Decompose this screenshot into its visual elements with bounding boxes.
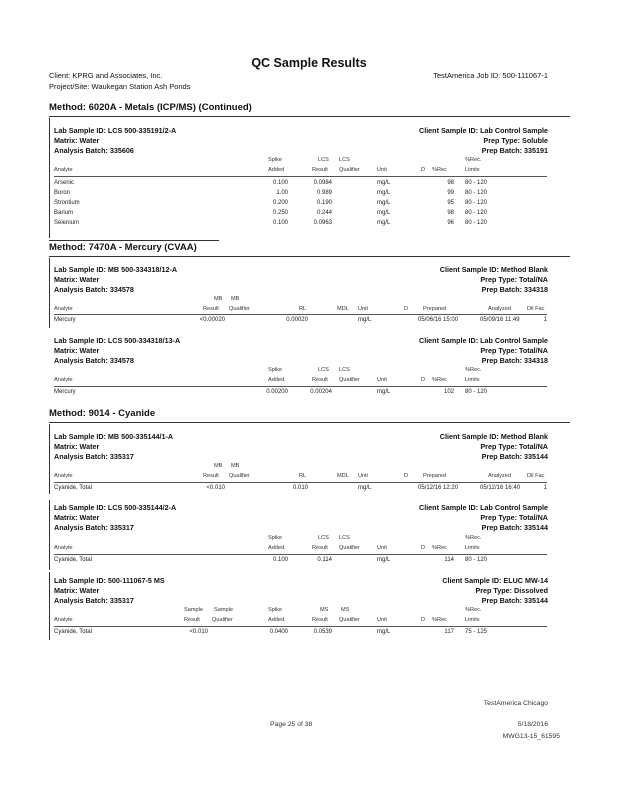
table-row-unit: mg/L [377, 629, 391, 635]
lab-sample-id: Lab Sample ID: MB 500-335144/1-A [54, 432, 174, 441]
table-row-rec: 95 [447, 200, 454, 206]
col-limits: Limits [465, 545, 480, 551]
table-row-sample-result: <0.010 [189, 629, 208, 635]
col-lcs: LCS [318, 157, 329, 163]
prep-type: Prep Type: Total/NA [480, 442, 548, 451]
col-analyte: Analyte [54, 473, 73, 479]
table-row-added: 0.100 [272, 557, 288, 563]
col-qualifier: Qualifier [212, 617, 233, 623]
page-number: Page 25 of 38 [270, 721, 313, 728]
client-sample-id: Client Sample ID: Method Blank [439, 432, 548, 441]
table-row-limits: 80 - 120 [465, 220, 488, 226]
table-row-result: <0.010 [206, 485, 225, 491]
project-site: Project/Site: Waukegan Station Ash Ponds [49, 82, 191, 91]
col-qualifier: Qualifier [339, 377, 360, 383]
col-unit: Unit [377, 377, 387, 383]
matrix: Matrix: Water [54, 513, 100, 522]
col-result: Result [312, 167, 328, 173]
matrix: Matrix: Water [54, 442, 100, 451]
col-added: Added [268, 167, 285, 173]
col-mb: MB [214, 463, 223, 469]
col-ms: MS [320, 607, 329, 613]
table-header-rule [54, 482, 547, 483]
client-sample-id: Client Sample ID: ELUC MW-14 [442, 576, 548, 585]
matrix: Matrix: Water [54, 275, 100, 284]
table-row-analyte: Cyanide, Total [54, 629, 92, 635]
table-row-added: 1.00 [276, 190, 288, 196]
client-sample-id: Client Sample ID: Lab Control Sample [419, 503, 548, 512]
table-header-rule [54, 386, 547, 387]
table-row-result: 0.0984 [313, 180, 332, 186]
method-mercury-heading: Method: 7470A - Mercury (CVAA) [49, 242, 197, 253]
table-row-result: 0.244 [316, 210, 332, 216]
table-row-result: <0.00020 [199, 317, 225, 323]
table-row-analyte: Cyanide, Total [54, 557, 92, 563]
col-unit: Unit [358, 473, 368, 479]
col-spike: Spike [268, 367, 282, 373]
col-analyte: Analyte [54, 545, 73, 551]
col-lcs: LCS [318, 367, 329, 373]
table-row-result: 0.114 [317, 557, 332, 563]
table-row-unit: mg/L [377, 389, 391, 395]
col-mdl: MDL [337, 473, 349, 479]
analysis-batch: Analysis Batch: 335317 [54, 596, 134, 605]
table-row-rec: 114 [444, 557, 454, 563]
table-row-analyzed: 05/12/16 16:40 [480, 485, 521, 491]
col-analyte: Analyte [54, 306, 73, 312]
col-qualifier: Qualifier [229, 306, 250, 312]
table-row-limits: 80 - 120 [465, 180, 488, 186]
col-rec: %Rec [432, 617, 447, 623]
method-cyanide-heading: Method: 9014 - Cyanide [49, 408, 156, 419]
matrix: Matrix: Water [54, 136, 100, 145]
col-d: D [421, 545, 426, 551]
col-rec: %Rec. [465, 367, 482, 373]
analysis-batch: Analysis Batch: 335606 [54, 146, 134, 155]
col-result: Result [312, 617, 328, 623]
table-row-added: 0.100 [272, 180, 288, 186]
table-row-analyte: Arsenic [54, 180, 75, 186]
col-spike: Spike [268, 607, 282, 613]
client-sample-id: Client Sample ID: Lab Control Sample [419, 336, 548, 345]
table-row-unit: mg/L [377, 180, 391, 186]
table-row-added: 0.100 [272, 220, 288, 226]
lab-sample-id: Lab Sample ID: 500-111067-5 MS [54, 576, 165, 585]
col-result: Result [203, 306, 219, 312]
col-limits: Limits [465, 617, 480, 623]
table-row-added: 0.00200 [266, 389, 288, 395]
table-row-prepared: 05/06/16 15:00 [418, 317, 459, 323]
col-qualifier: Qualifier [339, 545, 360, 551]
col-qualifier: Qualifier [339, 617, 360, 623]
section-bracket [49, 572, 50, 640]
table-row-rl: 0.00020 [286, 317, 308, 323]
lab-sample-id: Lab Sample ID: MB 500-334318/12-A [54, 265, 178, 274]
section-bracket [49, 500, 50, 570]
col-result: Result [312, 377, 328, 383]
table-row-analyte: Strontium [54, 200, 80, 206]
prep-batch: Prep Batch: 335191 [481, 146, 548, 155]
col-rec: %Rec [432, 167, 447, 173]
table-row-unit: mg/L [358, 317, 372, 323]
col-analyzed: Analyzed [488, 306, 512, 312]
table-header-rule [54, 626, 547, 627]
table-row-result: 0.190 [316, 200, 332, 206]
col-added: Added [268, 545, 285, 551]
col-analyzed: Analyzed [488, 473, 512, 479]
prep-type: Prep Type: Soluble [483, 136, 548, 145]
prep-batch: Prep Batch: 334318 [481, 285, 548, 294]
col-result: Result [312, 545, 328, 551]
table-row-rec: 98 [447, 180, 454, 186]
section-bracket [49, 258, 50, 328]
document-id: MWG13-15_61595 [502, 733, 560, 740]
col-mdl: MDL [337, 306, 349, 312]
col-rec: %Rec. [465, 535, 482, 541]
prep-type: Prep Type: Dissolved [475, 586, 548, 595]
col-prepared: Prepared [423, 473, 447, 479]
prep-batch: Prep Batch: 334318 [481, 356, 548, 365]
col-result: Result [203, 473, 219, 479]
lab-sample-id: Lab Sample ID: LCS 500-335191/2-A [54, 126, 177, 135]
table-row-limits: 75 - 125 [465, 629, 488, 635]
col-added: Added [268, 377, 285, 383]
col-limits: Limits [465, 377, 480, 383]
prep-batch: Prep Batch: 335144 [481, 523, 548, 532]
report-date: 5/18/2016 [517, 721, 548, 728]
table-row-prepared: 05/12/16 12:20 [418, 485, 459, 491]
prep-type: Prep Type: Total/NA [480, 275, 548, 284]
col-d: D [404, 306, 409, 312]
col-d: D [421, 167, 426, 173]
col-lcs: LCS [318, 535, 329, 541]
col-spike: Spike [268, 157, 282, 163]
analysis-batch: Analysis Batch: 334578 [54, 356, 134, 365]
table-row-limits: 80 - 120 [465, 210, 488, 216]
table-row-limits: 80 - 120 [465, 190, 488, 196]
col-d: D [421, 617, 426, 623]
page-title: QC Sample Results [251, 56, 367, 70]
table-row-dilfac: 1 [543, 317, 547, 323]
divider [49, 256, 570, 257]
table-row-analyte: Mercury [54, 317, 76, 323]
col-unit: Unit [377, 545, 387, 551]
table-row-analyte: Cyanide, Total [54, 485, 92, 491]
table-row-analyte: Barium [54, 210, 74, 216]
table-row-result: 0.989 [316, 190, 332, 196]
client-name: Client: KPRG and Associates, Inc. [49, 71, 163, 80]
col-rec: %Rec [432, 377, 447, 383]
col-qualifier: Qualifier [229, 473, 250, 479]
table-row-rec: 102 [443, 389, 454, 395]
method-metals-heading: Method: 6020A - Metals (ICP/MS) (Continued) [49, 102, 252, 113]
analysis-batch: Analysis Batch: 334578 [54, 285, 134, 294]
section-bracket [49, 118, 50, 238]
col-rec: %Rec. [465, 157, 482, 163]
col-d: D [421, 377, 426, 383]
table-row-analyte: Selenium [54, 220, 80, 226]
analysis-batch: Analysis Batch: 335317 [54, 523, 134, 532]
table-row-limits: 80 - 120 [465, 557, 488, 563]
divider [49, 116, 570, 117]
col-analyte: Analyte [54, 167, 73, 173]
col-dilfac: Dil Fac [527, 473, 545, 479]
prep-type: Prep Type: Total/NA [480, 513, 548, 522]
table-row-rec: 96 [447, 220, 454, 226]
table-row-dilfac: 1 [543, 485, 547, 491]
col-analyte: Analyte [54, 377, 73, 383]
col-ms: MS [341, 607, 350, 613]
table-row-rec: 99 [447, 190, 454, 196]
col-limits: Limits [465, 167, 480, 173]
col-prepared: Prepared [423, 306, 447, 312]
table-row-added: 0.200 [272, 200, 288, 206]
table-row-rl: 0.010 [292, 485, 308, 491]
col-unit: Unit [377, 167, 387, 173]
table-row-unit: mg/L [377, 557, 391, 563]
client-sample-id: Client Sample ID: Lab Control Sample [419, 126, 548, 135]
table-row-added: 0.250 [272, 210, 288, 216]
footer-lab-name: TestAmerica Chicago [483, 700, 548, 707]
table-header-rule [54, 314, 547, 315]
lab-sample-id: Lab Sample ID: LCS 500-334318/13-A [54, 336, 181, 345]
job-id: TestAmerica Job ID: 500-111067-1 [433, 71, 548, 80]
table-header-rule [54, 176, 547, 177]
col-analyte: Analyte [54, 617, 73, 623]
table-row-unit: mg/L [377, 200, 391, 206]
prep-type: Prep Type: Total/NA [480, 346, 548, 355]
prep-batch: Prep Batch: 335144 [481, 596, 548, 605]
col-spike: Spike [268, 535, 282, 541]
lab-sample-id: Lab Sample ID: LCS 500-335144/2-A [54, 503, 177, 512]
table-row-limits: 80 - 120 [465, 389, 488, 395]
col-rec: %Rec. [465, 607, 482, 613]
col-sample: Sample [184, 607, 203, 613]
table-row-analyzed: 05/09/16 11:49 [480, 317, 520, 323]
table-row-rec: 98 [447, 210, 454, 216]
divider [49, 422, 570, 423]
col-mb: MB [214, 296, 223, 302]
col-rl: RL [299, 473, 307, 479]
table-row-rec: 117 [444, 629, 454, 635]
section-bracket [49, 424, 50, 494]
table-row-unit: mg/L [377, 190, 391, 196]
col-mb: MB [231, 463, 240, 469]
table-row-analyte: Boron [54, 190, 71, 196]
col-rec: %Rec [432, 545, 447, 551]
divider [49, 240, 219, 241]
matrix: Matrix: Water [54, 346, 100, 355]
col-lcs: LCS [339, 535, 350, 541]
col-lcs: LCS [339, 157, 350, 163]
table-row-result: 0.0539 [313, 629, 332, 635]
prep-batch: Prep Batch: 335144 [481, 452, 548, 461]
col-dilfac: Dil Fac [527, 306, 545, 312]
matrix: Matrix: Water [54, 586, 100, 595]
col-added: Added [268, 617, 285, 623]
table-row-limits: 80 - 120 [465, 200, 488, 206]
col-sample: Sample [214, 607, 233, 613]
analysis-batch: Analysis Batch: 335317 [54, 452, 134, 461]
col-d: D [404, 473, 409, 479]
col-qualifier: Qualifier [339, 167, 360, 173]
table-row-result: 0.0963 [313, 220, 332, 226]
table-row-unit: mg/L [358, 485, 372, 491]
col-rl: RL [299, 306, 307, 312]
col-result: Result [184, 617, 200, 623]
table-row-analyte: Mercury [54, 389, 76, 395]
table-row-added: 0.0400 [269, 629, 288, 635]
col-unit: Unit [377, 617, 387, 623]
col-unit: Unit [358, 306, 368, 312]
table-row-result: 0.00204 [310, 389, 332, 395]
table-row-unit: mg/L [377, 220, 391, 226]
client-sample-id: Client Sample ID: Method Blank [439, 265, 548, 274]
col-mb: MB [231, 296, 240, 302]
table-row-unit: mg/L [377, 210, 391, 216]
col-lcs: LCS [339, 367, 350, 373]
table-header-rule [54, 554, 547, 555]
